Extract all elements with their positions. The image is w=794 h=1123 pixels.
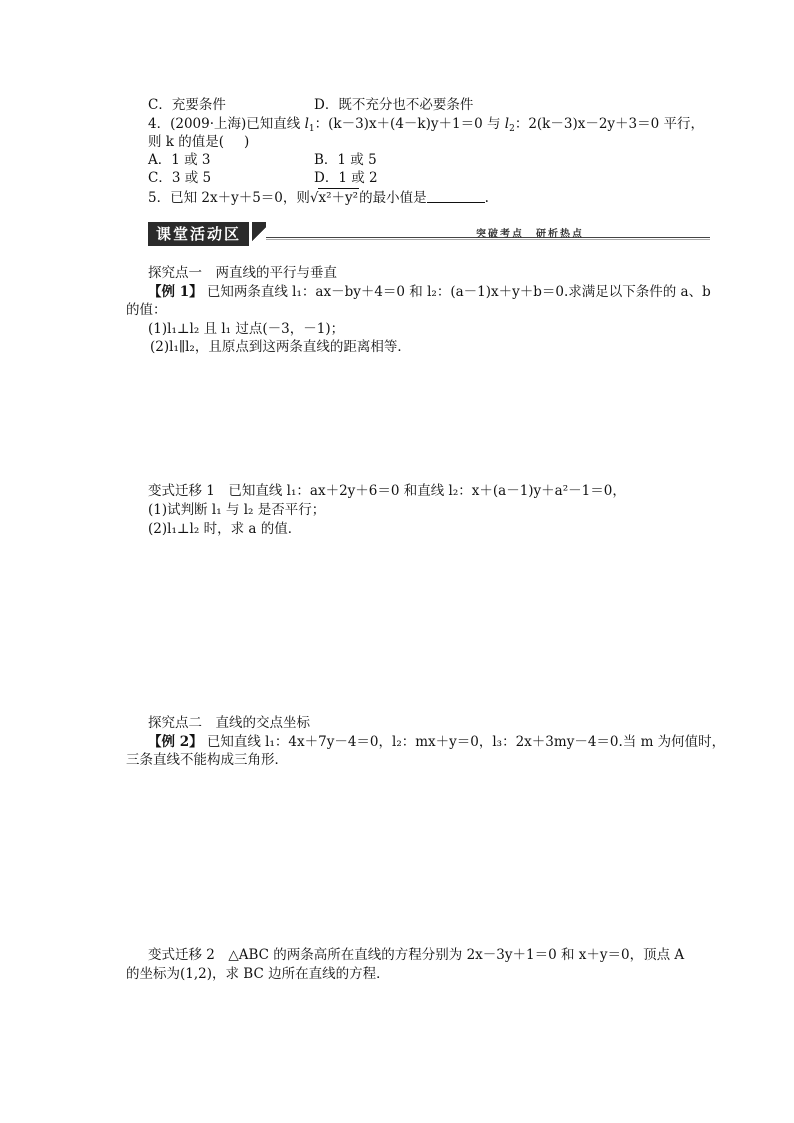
example1-line2: 的值： xyxy=(126,302,167,318)
sqrt-expression: √x²＋y² xyxy=(309,190,359,206)
q4-question: 则 k 的值是( xyxy=(148,134,225,150)
q4-option-d: D．1 或 2 xyxy=(314,170,378,186)
q5-radicand: x²＋y² xyxy=(318,190,359,206)
q4-line2 xyxy=(148,133,249,151)
q5-prefix: 5．已知 2x＋y＋5＝0，则 xyxy=(148,190,310,206)
q5-stem xyxy=(148,188,489,207)
section-banner xyxy=(148,222,710,246)
example2-text: 已知直线 l₁：4x＋7y－4＝0，l₂：mx＋y＝0，l₃：2x＋3my－4＝0.当 m 为何值时， xyxy=(206,734,726,750)
answer-blank xyxy=(427,190,485,203)
q5-suffix: 的最小值是 xyxy=(359,190,427,206)
variant2-stem: 变式迁移 2 △ABC 的两条高所在直线的方程分别为 2x－3y＋1＝0 和 x＋y＝0，顶点 A xyxy=(148,947,685,963)
example1-stem xyxy=(148,283,711,301)
section2-heading: 探究点二 直线的交点坐标 xyxy=(148,715,310,731)
q4-option-a: A．1 或 3 xyxy=(148,152,211,168)
example1-part2: (2)l₁∥l₂，且原点到这两条直线的距离相等． xyxy=(150,339,411,355)
example2-label: 【例 2】 xyxy=(148,734,203,750)
example2-stem xyxy=(148,733,725,751)
q4-prefix: 4．(2009·上海)已知直线 xyxy=(148,116,301,132)
q4-l1-equation: (k－3)x＋(4－k)y＋1＝0 与 xyxy=(328,116,501,132)
example1-part1: (1)l₁⊥l₂ 且 l₁ 过点(－3，－1)； xyxy=(148,321,345,337)
banner-title: 课堂活动区 xyxy=(148,222,249,246)
q4-option-c: C．3 或 5 xyxy=(148,170,212,186)
q4-question-end: ) xyxy=(244,134,250,150)
q4-stem: 4．(2009·上海)已知直线 $l_1$：(k－3)x＋(4－k)y＋1＝0 与 $l_2$：2(k－3)x－2y＋3＝0 平行， xyxy=(148,116,705,134)
q5-end: . xyxy=(484,190,489,206)
variant2-line2: 的坐标为(1,2)，求 BC 边所在直线的方程． xyxy=(126,966,390,982)
q4-l2-equation: 2(k－3)x－2y＋3＝0 平行， xyxy=(528,116,705,132)
example2-line2: 三条直线不能构成三角形． xyxy=(126,752,288,768)
section1-heading: 探究点一 两直线的平行与垂直 xyxy=(148,265,337,281)
variant1-part2: (2)l₁⊥l₂ 时，求 a 的值． xyxy=(148,521,302,537)
q4-option-b: B．1 或 5 xyxy=(314,152,377,168)
q3-option-c: C．充要条件 xyxy=(148,97,226,113)
q3-option-d: D．既不充分也不必要条件 xyxy=(314,97,474,113)
example1-text: 已知两条直线 l₁：ax－by＋4＝0 和 l₂：(a－1)x＋y＋b＝0.求满足以下条件的 a、b xyxy=(206,284,711,300)
variant1-stem: 变式迁移 1 已知直线 l₁：ax＋2y＋6＝0 和直线 l₂：x＋(a－1)y＋a²－1＝0， xyxy=(148,483,626,499)
variant1-part1: (1)试判断 l₁ 与 l₂ 是否平行； xyxy=(148,502,326,518)
banner-notch xyxy=(252,222,266,246)
banner-tag: 突破考点 研析热点 xyxy=(476,229,584,240)
example1-label: 【例 1】 xyxy=(148,284,203,300)
